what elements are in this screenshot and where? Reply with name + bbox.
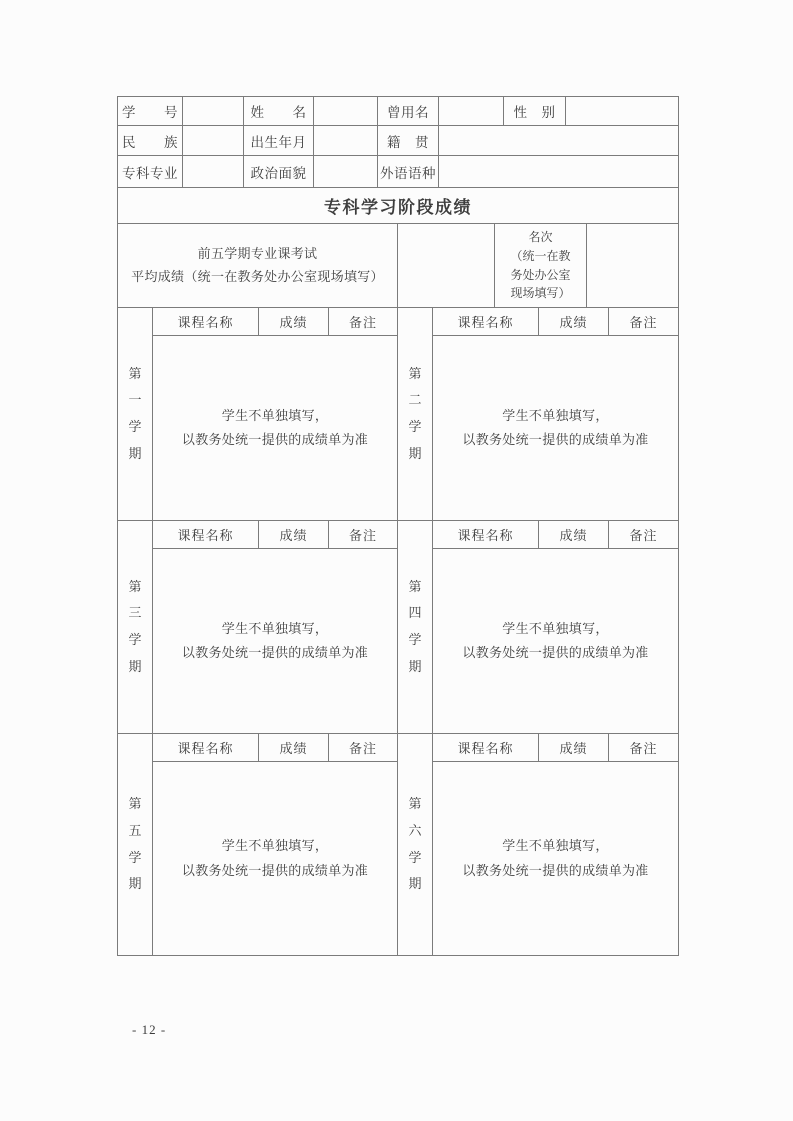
remarks-header: 备注 <box>348 528 377 543</box>
semester-2-note <box>433 336 678 520</box>
average-score-value <box>398 224 495 307</box>
semester-4-header-row <box>433 521 678 549</box>
semester-3-label <box>118 521 153 733</box>
note-line-2: 以教务处统一提供的成绩单为准 <box>462 862 649 878</box>
average-score-row <box>118 224 678 308</box>
semester-6-header-row <box>433 734 678 762</box>
political-status-label: 政治面貌 <box>244 156 314 187</box>
gender-label: 性 别 <box>504 97 566 125</box>
course-name-header: 课程名称 <box>433 521 539 548</box>
remarks-header: 备注 <box>348 315 377 330</box>
semester-2-block <box>398 308 678 520</box>
course-name-header: 课程名称 <box>433 308 539 335</box>
major-value <box>183 156 244 187</box>
semester-4-note <box>433 549 678 733</box>
semester-3-header-row <box>153 521 397 549</box>
note-line-1: 学生不单独填写， <box>502 407 609 423</box>
score-header: 成绩 <box>259 521 329 548</box>
remarks-header: 备注 <box>629 528 658 543</box>
remarks-header: 备注 <box>629 315 658 330</box>
semester-5-label <box>118 734 153 955</box>
political-status-value <box>314 156 378 187</box>
semester-1-label-text: 第一学期 <box>128 365 142 461</box>
info-row-1 <box>118 97 678 126</box>
former-name-value <box>439 97 504 125</box>
score-header: 成绩 <box>259 734 329 761</box>
course-name-header: 课程名称 <box>153 308 259 335</box>
score-header: 成绩 <box>539 308 609 335</box>
foreign-language-value <box>439 156 678 187</box>
native-place-label: 籍 贯 <box>378 126 439 155</box>
semester-2-label-text: 第二学期 <box>408 365 422 461</box>
semester-3-label-text: 第三学期 <box>128 578 142 674</box>
title-row <box>118 188 678 224</box>
rank-label-line-1: 名次 <box>528 230 553 245</box>
course-name-header: 课程名称 <box>153 521 259 548</box>
birth-date-value <box>314 126 378 155</box>
note-line-1: 学生不单独填写， <box>221 620 329 636</box>
semester-5-content <box>153 734 397 955</box>
native-place-value <box>439 126 678 155</box>
semester-4-block <box>398 521 678 733</box>
course-name-header: 课程名称 <box>433 734 539 761</box>
ethnicity-value <box>183 126 244 155</box>
student-id-label: 学 号 <box>118 97 183 125</box>
info-row-2 <box>118 126 678 156</box>
semester-3-note <box>153 549 397 733</box>
grade-form-table <box>117 96 679 956</box>
course-name-header: 课程名称 <box>153 734 259 761</box>
major-label: 专科专业 <box>118 156 183 187</box>
foreign-language-label: 外语语种 <box>378 156 439 187</box>
semester-6-block <box>398 734 678 955</box>
semester-6-note <box>433 762 678 955</box>
name-value <box>314 97 378 125</box>
semester-4-label-text: 第四学期 <box>408 578 422 674</box>
info-row-3 <box>118 156 678 188</box>
student-id-value <box>183 97 244 125</box>
semester-1-note <box>153 336 397 520</box>
semester-5-note <box>153 762 397 955</box>
note-line-2: 以教务处统一提供的成绩单为准 <box>181 645 369 660</box>
score-header: 成绩 <box>539 521 609 548</box>
remarks-header: 备注 <box>629 741 658 756</box>
semester-1-label <box>118 308 153 520</box>
remarks-header: 备注 <box>348 741 377 756</box>
rank-value <box>587 224 678 307</box>
semester-row-1 <box>118 308 678 521</box>
note-line-1: 学生不单独填写， <box>221 838 329 854</box>
rank-label <box>495 224 587 307</box>
semester-5-label-text: 第五学期 <box>128 796 142 892</box>
ethnicity-label: 民 族 <box>118 126 183 155</box>
note-line-1: 学生不单独填写， <box>502 620 609 636</box>
semester-6-content <box>433 734 678 955</box>
gender-value <box>566 97 678 125</box>
semester-2-content <box>433 308 678 520</box>
semester-6-label <box>398 734 433 955</box>
note-line-2: 以教务处统一提供的成绩单为准 <box>181 432 369 447</box>
semester-3-block <box>118 521 398 733</box>
average-score-label <box>118 224 398 307</box>
score-header: 成绩 <box>259 308 329 335</box>
note-line-2: 以教务处统一提供的成绩单为准 <box>462 645 649 660</box>
note-line-2: 以教务处统一提供的成绩单为准 <box>462 432 649 447</box>
note-line-2: 以教务处统一提供的成绩单为准 <box>181 862 369 878</box>
rank-label-line-4: 现场填写） <box>510 286 571 301</box>
birth-date-label: 出生年月 <box>244 126 314 155</box>
semester-5-block <box>118 734 398 955</box>
semester-1-content <box>153 308 397 520</box>
name-label: 姓 名 <box>244 97 314 125</box>
semester-6-label-text: 第六学期 <box>408 796 422 892</box>
semester-row-2 <box>118 521 678 734</box>
semester-4-content <box>433 521 678 733</box>
note-line-1: 学生不单独填写， <box>221 407 329 423</box>
score-header: 成绩 <box>539 734 609 761</box>
section-title: 专科学习阶段成绩 <box>324 198 472 217</box>
semester-row-3 <box>118 734 678 955</box>
average-score-label-line-2: 平均成绩（统一在教务处办公室现场填写） <box>131 268 384 284</box>
average-score-label-line-1: 前五学期专业课考试 <box>197 245 318 261</box>
semester-4-label <box>398 521 433 733</box>
semester-2-header-row <box>433 308 678 336</box>
rank-label-line-2: （统一在教 <box>510 248 571 263</box>
semester-1-block <box>118 308 398 520</box>
semester-2-label <box>398 308 433 520</box>
semester-3-content <box>153 521 397 733</box>
semester-1-header-row <box>153 308 397 336</box>
rank-label-line-3: 务处办公室 <box>510 267 571 282</box>
page-number: - 12 - <box>132 1022 167 1037</box>
semester-5-header-row <box>153 734 397 762</box>
former-name-label: 曾用名 <box>378 97 439 125</box>
note-line-1: 学生不单独填写， <box>502 838 609 854</box>
